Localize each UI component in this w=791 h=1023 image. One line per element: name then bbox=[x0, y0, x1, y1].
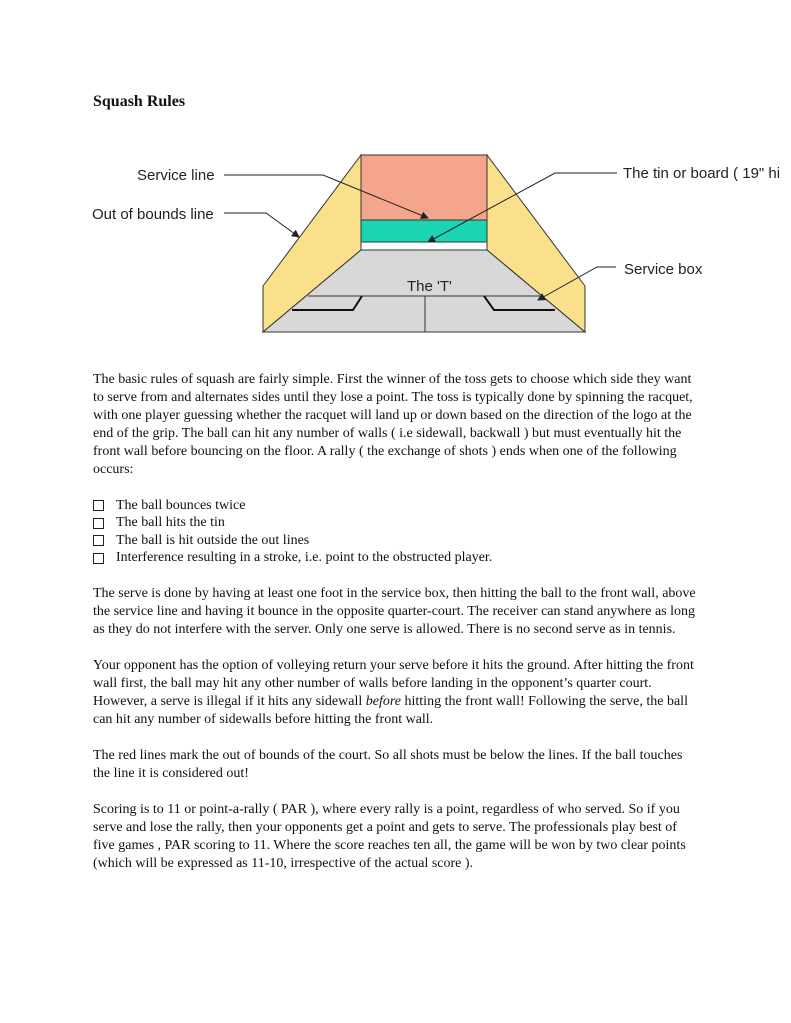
out-of-bounds-label: Out of bounds line bbox=[92, 206, 214, 223]
front-wall-bottom bbox=[361, 242, 487, 250]
list-item: Interference resulting in a stroke, i.e. point to the obstructed player. bbox=[93, 550, 699, 568]
tin-board bbox=[361, 220, 487, 242]
service-box-label: Service box bbox=[624, 261, 703, 278]
checkbox-icon bbox=[93, 535, 104, 546]
list-item: The ball bounces twice bbox=[93, 497, 699, 515]
list-item: The ball hits the tin bbox=[93, 515, 699, 533]
service-line-label: Service line bbox=[137, 167, 215, 184]
list-item: The ball is hit outside the out lines bbox=[93, 532, 699, 550]
checkbox-icon bbox=[93, 518, 104, 529]
out-of-bounds-pointer bbox=[224, 213, 299, 237]
tin-label: The tin or board ( 19" hi bbox=[623, 165, 781, 182]
checkbox-icon bbox=[93, 553, 104, 564]
court-diagram bbox=[0, 140, 791, 350]
scoring-paragraph: Scoring is to 11 or point-a-rally ( PAR ), where every rally is a point, regardless of who served. So if you serve and lose the rally, then your opponents get a point and gets to serve. The professionals play best of five games , PAR scoring to 11. Where the score reaches ten all, the game will be won by two clear points (which will be expressed as 11-10, irrespective of the actual score ). bbox=[93, 802, 686, 871]
intro-paragraph: The basic rules of squash are fairly simple. First the winner of the toss gets to choose which side they want to serve from and alternates sides until they lose a point. The toss is typically done by spinning the racquet, with one player guessing whether the racquet will land up or down based on the direction of the logo at the end of the grip. The ball can hit any number of walls ( i.e sidewall, backwall ) but must eventually hit the front wall before bouncing on the floor. A rally ( the exchange of shots ) ends when one of the following occurs: bbox=[93, 372, 693, 477]
page-title: Squash Rules bbox=[93, 93, 186, 110]
rally-end-list bbox=[93, 497, 699, 567]
rules-body bbox=[93, 371, 699, 891]
t-label: The 'T' bbox=[407, 278, 452, 295]
volley-paragraph: Your opponent has the option of volleying return your serve before it hits the ground. After hitting the front wall first, the ball may hit any other number of walls before landing in the opponent’s quarter court. However, a serve is illegal if it hits any sidewall before hitting the front wall! Following the serve, the ball can hit any number of sidewalls before hitting the front wall. bbox=[93, 658, 694, 727]
checkbox-icon bbox=[93, 500, 104, 511]
red-lines-paragraph: The red lines mark the out of bounds of the court. So all shots must be below the lines. If the ball touches the line it is considered out! bbox=[93, 748, 683, 781]
front-wall bbox=[361, 155, 487, 220]
serve-paragraph: The serve is done by having at least one foot in the service box, then hitting the ball to the front wall, above the service line and having it bounce in the opposite quarter-court. The receiver can stand anywhere as long as they do not interfere with the server. Only one serve is allowed. There is no second serve as in tennis. bbox=[93, 586, 696, 637]
